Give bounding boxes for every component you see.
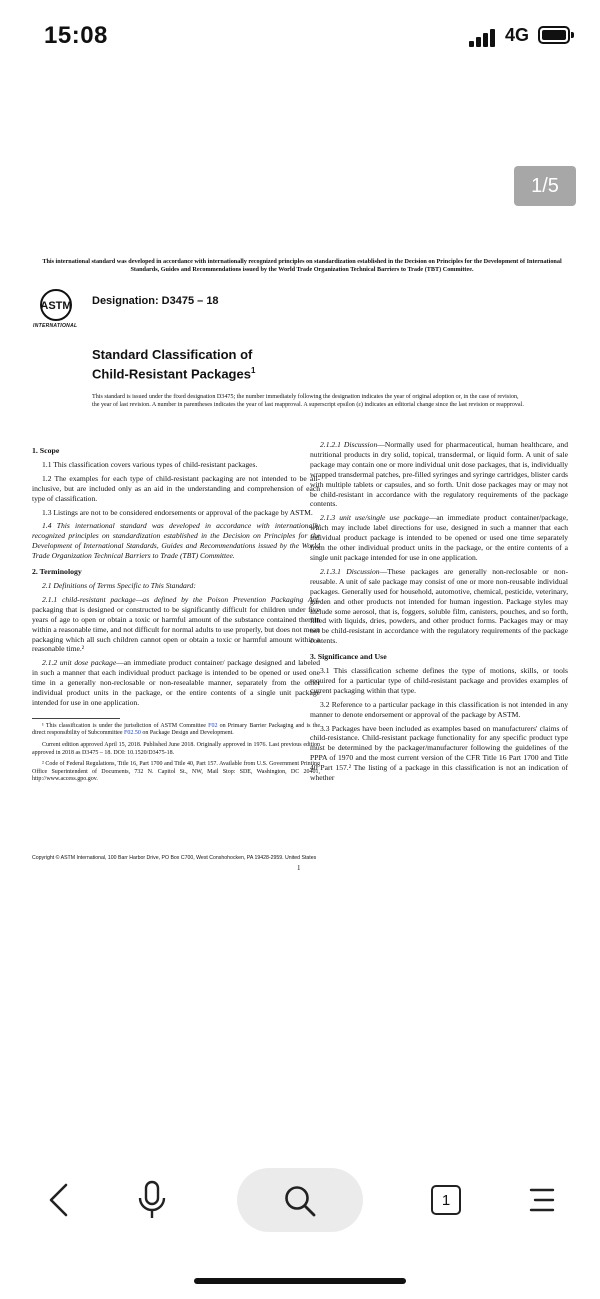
status-bar [0,0,600,70]
definition: packaging that is designed or constructed to be significantly difficult for children under five years of age to open or obtain a toxic or harmful amount of the substance contained therein within a reasonable time, and not difficult for normal adults to use properly, but does not mean packaging which all such children cannot open or obtain a toxic or harmful amount within a reasonable time.² [32,604,320,654]
battery-icon [538,26,570,44]
footnote-text: on Primary Barrier Packaging and is the direct responsibility of Subcommittee [32,722,320,737]
tabs-icon [431,1185,461,1215]
menu-icon [529,1187,555,1213]
footnote-text: ¹ This classification is under the jurisdiction of ASTM Committee [42,722,209,729]
footnote-divider [32,718,120,719]
cellular-signal-icon [469,27,501,47]
tabs-button[interactable] [424,1170,468,1230]
definition: —Normally used for pharmaceutical, human healthcare, and nutritional products in dry solid, topical, transdermal, or liquid form. A unit of sale package may contain one or more individual unit dose packages, that is, individually wrapped transdermal patches, pre-filled syringes and syringe cartridges, blister cards with multiple tablets or capsules, and so forth. Unit dose packages may or may not be child-resistant in accordance with the regulatory requirements of the package contents. [310,440,568,509]
voice-search-button[interactable] [130,1170,174,1230]
search-icon [283,1184,317,1218]
designation: Designation: D3475 – 18 [92,295,219,307]
paragraph: 3.3 Packages have been included as examples based on manufacturers' claims of child-resistance. Child-resistant package functionality for any specific product type must be determined by the packager/manufacturer following the guidelines of the PPPA of 1970 and the most current version of the CFR Title 16 Part 1700 and Title 40 Part 157.² The listing of a package in this classification is not an indication of whether [310,723,568,783]
astm-logo [36,285,86,327]
subcommittee-link[interactable]: F02.50 [123,730,141,737]
paragraph: 3.1 This classification scheme defines the type of motions, skills, or tools required for a particular type of child-resistant package and provides examples of current packaging within that type. [310,666,568,695]
paragraph: 1.1 This classification covers various types of child-resistant packages. [42,459,258,469]
left-column [32,440,320,788]
paragraph: 1.3 Listings are not to be considered endorsements or approval of the package by ASTM. [42,507,313,517]
paragraph [310,513,568,563]
paragraph: 1.4 This international standard was developed in accordance with internationally recognized principles on standardization established in the Decision on Principles for the Development of International Standards, Guides and Recommendations issued by the World Trade Organization Technical Barriers to Trade (TBT) Committee. [32,521,320,561]
paragraph [32,595,320,654]
microphone-icon [137,1180,167,1220]
term: 2.1.3 unit use/single use package [320,513,429,523]
status-time: 15:08 [44,22,108,49]
title-line-2 [92,363,255,382]
term: 2.1.1 child-resistant package—as defined by the Poison Prevention Packaging Act, [42,594,320,604]
paragraph: 2.1 Definitions of Terms Specific to This Standard: [42,580,196,590]
right-column [310,440,568,787]
footnote [32,723,320,738]
home-indicator[interactable] [194,1278,406,1284]
page-indicator: 1/5 [514,166,576,206]
tab-count: 1 [441,1191,451,1209]
definition: —These packages are generally non-reclosable or non-reusable. A unit of sale package may consist of one or more non-reusable individual packages. Generally used for household, automotive, chemical, pesticide, veterinary, garden and other products not intended for human ingestion. Package styles may include some aerosol, that is, foggers, soluble film, canisters, pouches, and so forth, filled with liquids, dries, powders, and other product forms. Packages may or may not be child-resistant in accordance with the regulatory requirements of the package contents. [310,566,568,646]
title-line-2-text: Child-Resistant Packages [92,366,251,382]
definition: —an immediate product container/package, which may include label directions for use, designed in such a manner that each individual product package is intended to be opened or used one time separately from the other individual product units in the package, or the entire contents of a single unit package intended for use in one application. [310,513,568,562]
paragraph [32,658,320,708]
paragraph: 3.2 Reference to a particular package in this classification is not intended in any manner to denote endorsement or approval of the package by ASTM. [310,699,568,719]
section-heading: 3. Significance and Use [310,652,387,662]
paragraph: 1.2 The examples for each type of child-resistant packaging are not intended to be all-inclusive, but are included only as an aid in the understanding and comprehension of each type of classification. [32,473,320,503]
back-icon [46,1182,70,1218]
footnote: ² Code of Federal Regulations, Title 16, Part 1700 and Title 40, Part 157. Available from U.S. Government Printing Office Superintendent of Documents, 732 N. Capitol St., NW, Mail Stop: SDE, Washington, DC 20401, http://www.access.gpo.gov. [32,761,320,783]
svg-text:ASTM: ASTM [40,300,72,312]
document-title [92,347,255,382]
page-number: 1 [297,864,301,872]
back-button[interactable] [36,1170,80,1230]
definition: —an immediate product container/ package designed and labeled in such a manner that each individual product package is intended to be opened or used one time in a generally non-reclosable or non-resealable manner, separately from the other individual product units in the package, or the entire contents of a single unit package intended for use in one application. [32,658,320,707]
search-button[interactable] [237,1168,363,1232]
title-footnote-mark: 1 [250,366,256,375]
copyright-line: Copyright © ASTM International, 100 Barr Harbor Drive, PO Box C700, West Conshohocken, PA 19428-2959. United States [32,855,317,861]
section-heading: 2. Terminology [32,567,82,577]
term: 2.1.2 unit dose package [42,658,117,668]
network-type: 4G [505,25,530,45]
paragraph [310,567,568,646]
bottom-toolbar [0,1160,600,1240]
paragraph [310,440,568,509]
astm-logo-subtitle: INTERNATIONAL [33,323,78,329]
footnote-text: on Package Design and Development. [140,730,234,737]
designation-note: This standard is issued under the fixed designation D3475; the number immediately following the designation indicates the year of original adoption or, in the case of revision, the year of last revision. A number in parentheses indicates the year of last reapproval. A superscript epsilon (ε) indicates an editorial change since the last revision or reapproval. [92,394,524,408]
term: 2.1.3.1 Discussion [320,566,380,576]
section-heading: 1. Scope [32,446,60,455]
committee-link[interactable]: F02 [208,722,218,729]
title-line-1: Standard Classification of [92,347,253,362]
document-intro: This international standard was developed in accordance with internationally recognized principles on standardization established in the Decision on Principles for the Development of International Standards, Guides and Recommendations issued by the World Trade Organization Technical Barriers to Trade (TBT) Committee. [42,258,562,273]
menu-button[interactable] [520,1170,564,1230]
term: 2.1.2.1 Discussion [320,440,378,449]
footnote: Current edition approved April 15, 2018. Published June 2018. Originally approved in 1976. Last previous edition approved in 2018 as D3475 – 18. DOI: 10.1520/D3475-18. [32,742,320,756]
